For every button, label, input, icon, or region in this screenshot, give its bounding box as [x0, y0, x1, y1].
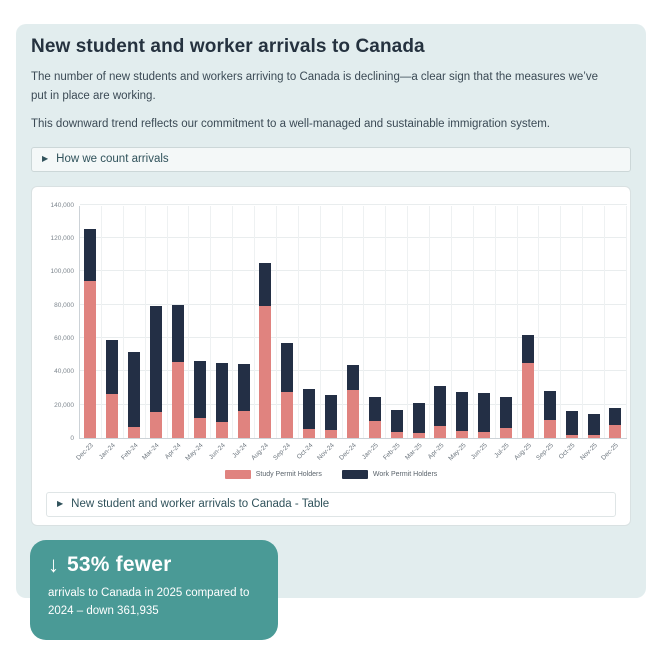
intro-paragraph-1: The number of new students and workers arriving to Canada is declining—a clear sign that the measures we’ve put in place are working. — [31, 71, 598, 102]
month-band — [119, 206, 146, 462]
month-band — [600, 206, 627, 462]
bar-segment-study-permit[interactable] — [566, 435, 578, 438]
bar-segment-work-permit[interactable] — [522, 335, 534, 363]
stacked-bar — [566, 411, 578, 438]
stacked-bar — [391, 410, 403, 438]
bar-segment-study-permit[interactable] — [369, 421, 381, 438]
month-band — [338, 206, 365, 462]
x-axis-tick-label: Mar-25 — [404, 441, 424, 462]
bar-segment-work-permit[interactable] — [172, 305, 184, 362]
stacked-bar — [500, 397, 512, 438]
stacked-bar-chart — [50, 201, 627, 463]
x-axis-tick-label: Nov-24 — [316, 441, 337, 462]
x-axis-tick-label: Dec-23 — [75, 441, 96, 462]
stacked-bar — [216, 363, 228, 438]
bar-segment-work-permit[interactable] — [588, 414, 600, 436]
stacked-bar — [522, 335, 534, 438]
stacked-bar — [413, 403, 425, 438]
bar-segment-work-permit[interactable] — [434, 386, 446, 427]
intro-paragraph-2: This downward trend reflects our commitment to a well-managed and sustainable immigration system. — [31, 117, 550, 130]
month-band — [272, 206, 299, 462]
bar-segment-work-permit[interactable] — [281, 343, 293, 392]
month-band — [184, 206, 211, 463]
x-axis-tick-label: Dec-25 — [600, 441, 621, 462]
month-band — [404, 206, 430, 462]
y-axis-tick-label: 40,000 — [54, 368, 74, 376]
legend-label: Study Permit Holders — [255, 470, 322, 478]
legend-label: Work Permit Holders — [372, 470, 438, 478]
stacked-bar — [347, 365, 359, 438]
bar-segment-study-permit[interactable] — [456, 431, 468, 438]
chevron-right-icon: ▶ — [42, 154, 49, 164]
bar-segment-work-permit[interactable] — [106, 340, 118, 394]
x-axis-tick-label: Jul-25 — [493, 441, 512, 460]
chevron-right-icon: ▶ — [57, 499, 64, 509]
month-band — [426, 206, 452, 461]
month-band — [446, 206, 474, 463]
month-band — [360, 206, 386, 461]
x-axis-tick-label: Sep-25 — [534, 441, 555, 462]
stacked-bar — [325, 395, 337, 437]
bar-segment-work-permit[interactable] — [456, 392, 468, 431]
x-axis-tick-label: Apr-24 — [164, 441, 183, 461]
month-band — [513, 206, 540, 462]
stacked-bar — [128, 352, 140, 438]
y-axis-tick-label: 120,000 — [50, 235, 74, 243]
callout-arrivals-decline — [30, 540, 278, 640]
stacked-bar — [478, 393, 490, 438]
month-band — [493, 206, 518, 460]
stacked-bar — [434, 386, 446, 438]
bar-segment-work-permit[interactable] — [609, 408, 621, 425]
x-axis-tick-label: Jul-24 — [231, 441, 249, 460]
bar-segment-study-permit[interactable] — [128, 427, 140, 438]
stacked-bar — [369, 397, 381, 438]
x-axis-tick-label: May-24 — [184, 441, 205, 463]
y-axis-tick-label: 0 — [70, 434, 74, 442]
stacked-bar — [281, 343, 293, 438]
bar-segment-work-permit[interactable] — [216, 363, 228, 422]
callout-heading-row — [48, 553, 260, 577]
bar-segment-study-permit[interactable] — [588, 435, 600, 437]
bar-segment-study-permit[interactable] — [413, 433, 425, 438]
legend-color-swatch — [342, 470, 368, 479]
y-gridline — [80, 204, 627, 205]
bar-segment-work-permit[interactable] — [391, 410, 403, 432]
month-band — [382, 206, 408, 462]
x-axis-tick-label: Nov-25 — [578, 441, 599, 462]
y-axis-tick-label: 140,000 — [50, 201, 74, 209]
bar-segment-study-permit[interactable] — [216, 422, 228, 438]
x-axis-tick-label: May-25 — [446, 441, 468, 463]
x-axis-tick-label: Feb-24 — [119, 441, 140, 462]
month-band — [578, 206, 605, 462]
bar-segment-work-permit[interactable] — [347, 365, 359, 390]
y-axis-tick-label: 80,000 — [54, 301, 74, 309]
x-axis-tick-label: Oct-25 — [557, 441, 577, 461]
x-axis-tick-label: Jan-25 — [360, 441, 380, 461]
chart-panel — [31, 186, 631, 526]
expander-how-we-count-arrivals[interactable] — [31, 147, 631, 172]
bar-segment-study-permit[interactable] — [84, 281, 96, 438]
bar-segment-work-permit[interactable] — [128, 352, 140, 427]
x-axis-tick-label: Jan-24 — [98, 441, 118, 461]
legend-item[interactable] — [225, 470, 322, 479]
expander-label: How we count arrivals — [56, 153, 169, 166]
month-band — [316, 206, 343, 462]
stacked-bar — [303, 389, 315, 438]
stacked-bar — [456, 392, 468, 438]
month-band — [231, 206, 255, 460]
bar-segment-study-permit[interactable] — [106, 394, 118, 438]
bar-segment-work-permit[interactable] — [478, 393, 490, 432]
x-axis-tick-label: Jun-24 — [207, 441, 227, 461]
stacked-bar — [194, 361, 206, 438]
bar-segment-work-permit[interactable] — [238, 364, 250, 411]
bar-segment-study-permit[interactable] — [522, 363, 534, 438]
stacked-bar — [106, 340, 118, 438]
month-band — [164, 206, 190, 461]
bar-segment-work-permit[interactable] — [150, 306, 162, 413]
stacked-bar — [609, 408, 621, 438]
bar-segment-study-permit[interactable] — [172, 362, 184, 438]
stacked-bar — [259, 263, 271, 438]
month-band — [75, 206, 102, 462]
x-axis-tick-label: Sep-24 — [272, 441, 293, 462]
stacked-bar — [238, 364, 250, 438]
chart-legend — [32, 470, 630, 479]
bar-segment-study-permit[interactable] — [238, 411, 250, 438]
month-band — [250, 206, 277, 462]
month-band — [207, 206, 233, 461]
bar-segment-work-permit[interactable] — [369, 397, 381, 421]
stacked-bar — [544, 391, 556, 438]
bar-segment-study-permit[interactable] — [281, 392, 293, 438]
bar-segment-study-permit[interactable] — [434, 426, 446, 438]
bar-segment-study-permit[interactable] — [347, 390, 359, 438]
stacked-bar — [172, 305, 184, 438]
x-axis-tick-label: Dec-24 — [338, 441, 358, 462]
month-band — [98, 206, 124, 461]
x-axis-tick-label: Oct-24 — [295, 441, 315, 461]
bar-segment-work-permit[interactable] — [84, 229, 96, 281]
bar-segment-work-permit[interactable] — [325, 395, 337, 430]
bar-segment-study-permit[interactable] — [325, 430, 337, 437]
x-axis-tick-label: Mar-24 — [141, 441, 162, 462]
bar-segment-work-permit[interactable] — [303, 389, 315, 429]
stacked-bar — [84, 229, 96, 438]
bar-segment-work-permit[interactable] — [413, 403, 425, 433]
expander-data-table[interactable] — [46, 492, 616, 517]
expander-label: New student and worker arrivals to Canada - Table — [71, 498, 330, 511]
month-band — [141, 206, 168, 462]
month-band — [557, 206, 583, 461]
bar-segment-study-permit[interactable] — [391, 432, 403, 438]
bar-segment-work-permit[interactable] — [194, 361, 206, 418]
stacked-bar — [150, 306, 162, 438]
bar-segment-study-permit[interactable] — [500, 428, 512, 438]
bar-segment-study-permit[interactable] — [194, 418, 206, 438]
arrow-down-icon: ↓ — [48, 552, 59, 577]
bar-segment-work-permit[interactable] — [544, 391, 556, 420]
x-axis-tick-label: Feb-25 — [382, 441, 402, 462]
main-card — [16, 24, 646, 598]
page-title: New student and worker arrivals to Canada — [31, 36, 425, 57]
x-axis-tick-label: Apr-25 — [426, 441, 446, 461]
legend-color-swatch — [225, 470, 251, 479]
month-band — [534, 206, 561, 462]
plot-bands — [75, 206, 627, 463]
stacked-bar — [588, 414, 600, 438]
x-axis-tick-label: Jun-25 — [470, 441, 490, 461]
bar-segment-work-permit[interactable] — [259, 263, 271, 305]
month-band — [295, 206, 321, 461]
bar-segment-study-permit[interactable] — [259, 306, 271, 438]
y-axis-tick-label: 100,000 — [50, 268, 74, 276]
legend-item[interactable] — [342, 470, 437, 479]
y-axis-tick-label: 60,000 — [54, 335, 74, 343]
bar-segment-work-permit[interactable] — [566, 411, 578, 434]
callout-body: arrivals to Canada in 2025 compared to 2024 – down 361,935 — [48, 587, 250, 618]
month-band — [470, 206, 496, 461]
bar-segment-study-permit[interactable] — [478, 432, 490, 438]
y-axis-tick-label: 20,000 — [54, 401, 74, 409]
callout-headline: 53% fewer — [67, 553, 172, 576]
bar-segment-study-permit[interactable] — [150, 412, 162, 438]
bar-segment-study-permit[interactable] — [609, 425, 621, 437]
bar-segment-study-permit[interactable] — [303, 429, 315, 438]
x-axis-tick-label: Aug-25 — [513, 441, 533, 462]
bar-segment-work-permit[interactable] — [500, 397, 512, 428]
x-axis-tick-label: Aug-24 — [250, 441, 271, 462]
bar-segment-study-permit[interactable] — [544, 420, 556, 437]
